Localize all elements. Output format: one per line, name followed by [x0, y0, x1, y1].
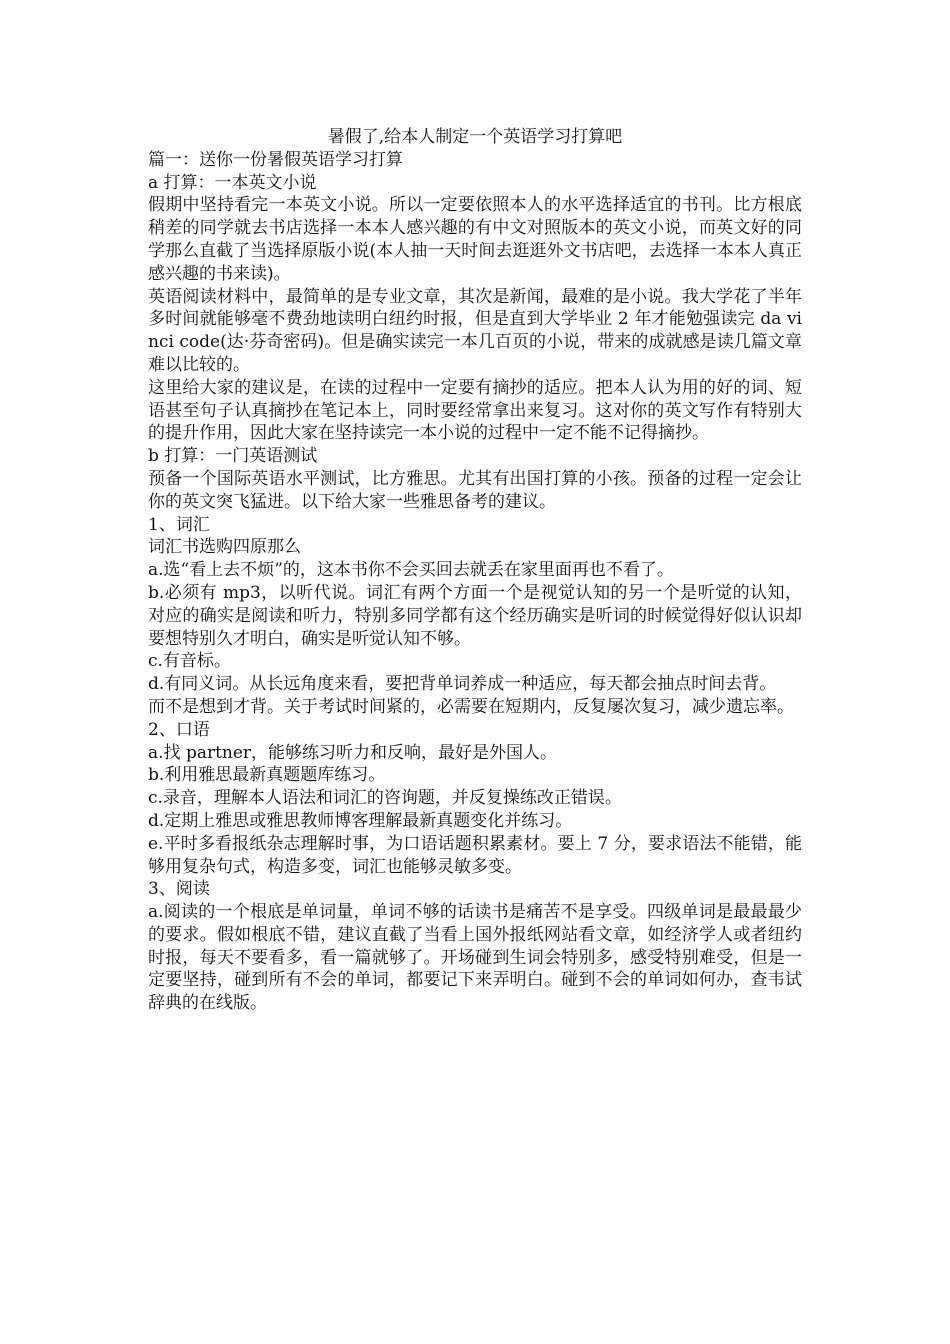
list-item: c.录音，理解本人语法和词汇的咨询题，并反复操练改正错误。: [148, 788, 622, 809]
body-paragraph: 这里给大家的建议是，在读的过程中一定要有摘抄的适应。把本人认为用的好的词、短语甚至句子认真摘抄在笔记本上，同时要经常拿出来复习。这对你的英文写作有特别大的提升作用，因此大家在坚持读完一本小说的过程中一定不能不记得摘抄。: [148, 377, 802, 444]
list-item: b.必须有 mp3，以听代说。词汇有两个方面一个是视觉认知的另一个是听觉的认知，对应的确实是阅读和听力，特别多同学都有这个经历确实是听词的时候觉得好似认识却要想特别久才明白，确实是听觉认知不够。: [148, 582, 802, 649]
list-item: d.有同义词。从长远角度来看，要把背单词养成一种适应，每天都会抽点时间去背。: [148, 674, 777, 695]
body-paragraph: 而不是想到才背。关于考试时间紧的，必需要在短期内，反复屡次复习，减少遗忘率。: [148, 696, 794, 717]
list-item: a.阅读的一个根底是单词量，单词不够的话读书是痛苦不是享受。四级单词是最最最少的要求。假如根底不错，建议直截了当看上国外报纸网站看文章，如经济学人或者纽约时报，每天不要看多，看一篇就够了。开场碰到生词会特别多，感受特别难受，但是一定要坚持，碰到所有不会的单词，都要记下来弄明白。碰到不会的单词如何办，查韦试辞典的在线版。: [148, 902, 802, 1014]
body-paragraph: 预备一个国际英语水平测试，比方雅思。尤其有出国打算的小孩。预备的过程一定会让你的英文突飞猛进。以下给大家一些雅思备考的建议。: [148, 468, 802, 512]
body-paragraph: 假期中坚持看完一本英文小说。所以一定要依照本人的水平选择适宜的书刊。比方根底稍差的同学就去书店选择一本本人感兴趣的有中文对照版本的英文小说，而英文好的同学那么直截了当选择原版小说(本人抽一天时间去逛逛外文书店吧，去选择一本本人真正感兴趣的书来读)。: [148, 195, 802, 284]
body-paragraph: 词汇书选购四原那么: [148, 537, 301, 558]
subsection-heading: 1、词汇: [148, 514, 210, 535]
subsection-heading: 3、阅读: [148, 879, 210, 900]
list-item: b.利用雅思最新真题题库练习。: [148, 765, 386, 786]
plan-heading: a 打算：一本英文小说: [148, 172, 317, 193]
list-item: a.选“看上去不烦”的，这本书你不会买回去就丢在家里面再也不看了。: [148, 560, 674, 581]
list-item: d.定期上雅思或雅思教师博客理解最新真题变化并练习。: [148, 810, 573, 831]
plan-heading: b 打算：一门英语测试: [148, 446, 318, 467]
body-paragraph: 英语阅读材料中，最简单的是专业文章，其次是新闻，最难的是小说。我大学花了半年多时间就能够毫不费劲地读明白纽约时报，但是直到大学毕业 2 年才能勉强读完 da vinci code(达·芬奇密码)。但是确实读完一本几百页的小说，带来的成就感是读几篇文章难以比较的。: [148, 286, 802, 375]
document-page: [148, 126, 802, 1015]
list-item: e.平时多看报纸杂志理解时事，为口语话题积累素材。要上 7 分，要求语法不能错，能够用复杂句式，构造多变，词汇也能够灵敏多变。: [148, 833, 802, 877]
subsection-heading: 2、口语: [148, 719, 210, 740]
list-item: a.找 partner，能够练习听力和反响，最好是外国人。: [148, 742, 558, 763]
document-title: 暑假了,给本人制定一个英语学习打算吧: [327, 127, 623, 147]
list-item: c.有音标。: [148, 651, 231, 672]
section-heading: 篇一：送你一份暑假英语学习打算: [148, 149, 403, 170]
